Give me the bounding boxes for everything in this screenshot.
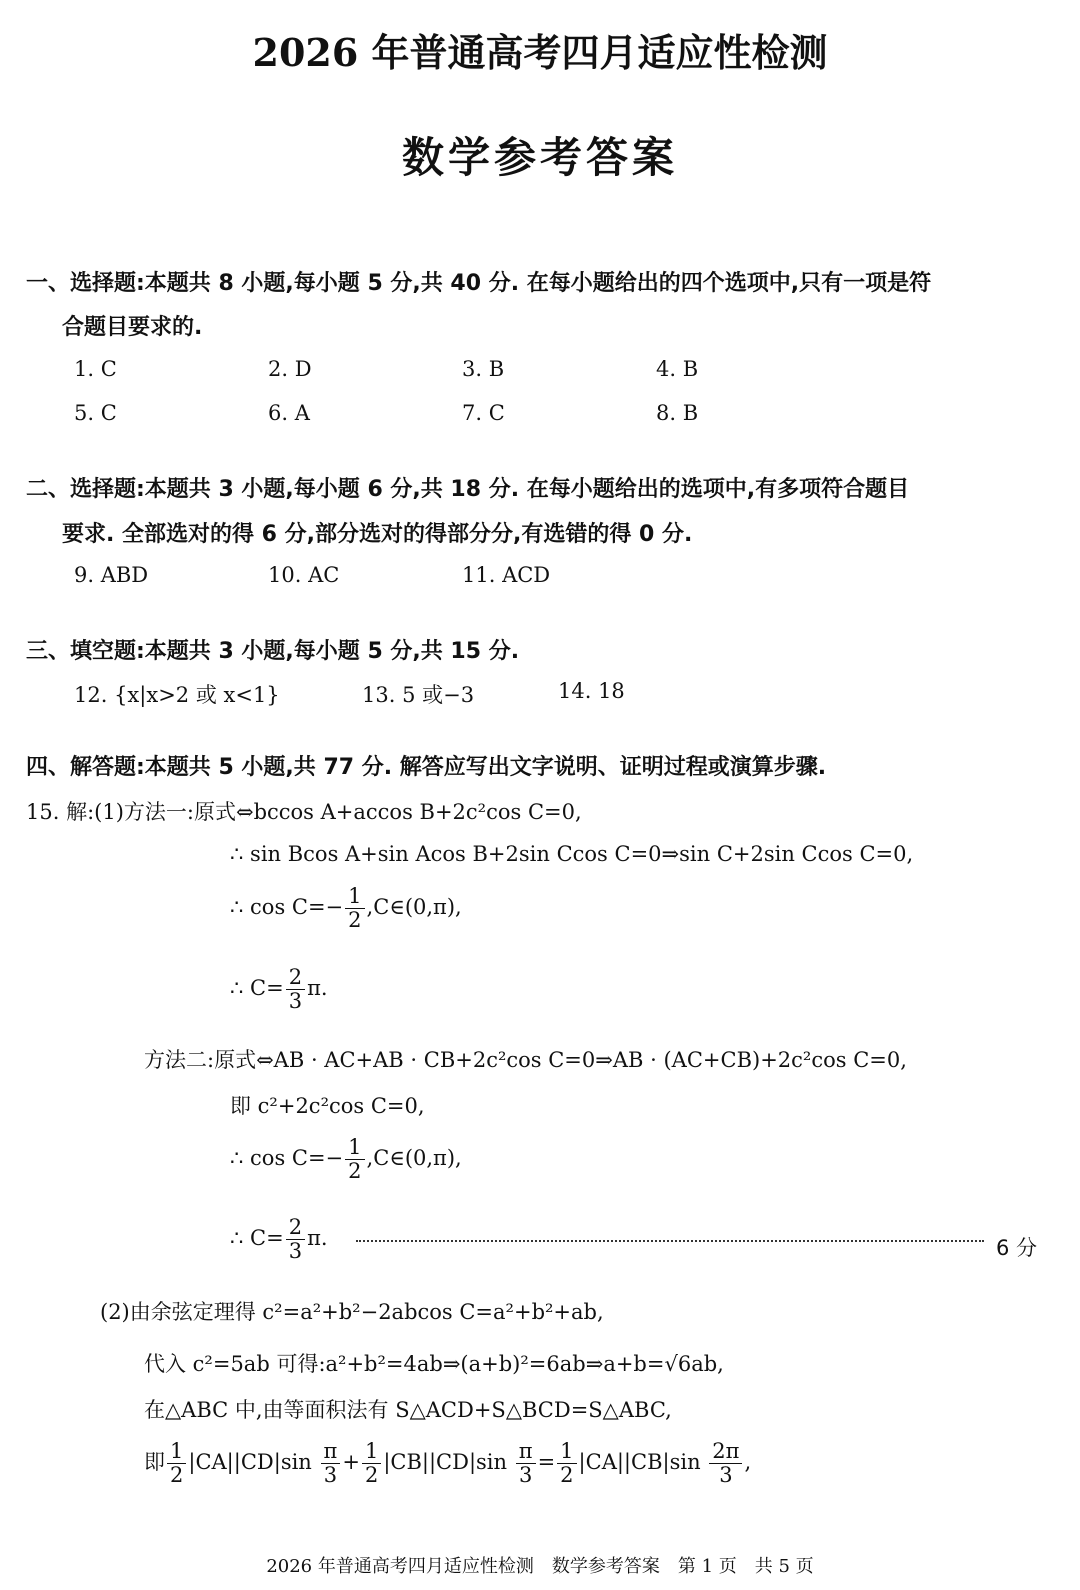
answer-7: 7. C bbox=[462, 401, 505, 425]
dotted-leader bbox=[356, 1240, 984, 1242]
q15-line-11: 在△ABC 中,由等面积法有 S△ACD+S△BCD=S△ABC, bbox=[144, 1398, 672, 1422]
page-title: 2026 年普通高考四月适应性检测 bbox=[252, 30, 828, 75]
score-6: 6 分 bbox=[996, 1236, 1038, 1260]
section2-heading: 二、选择题:本题共 3 小题,每小题 6 分,共 18 分. 在每小题给出的选项中,有多项符合题目 bbox=[26, 477, 910, 502]
answer-9: 9. ABD bbox=[74, 563, 149, 587]
q15-line-8: ∴ C= $\frac{2}{3}$ π. bbox=[230, 1215, 328, 1264]
page-footer: 2026 年普通高考四月适应性检测 数学参考答案 第 1 页 共 5 页 bbox=[266, 1556, 814, 1577]
section1-heading: 一、选择题:本题共 8 小题,每小题 5 分,共 40 分. 在每小题给出的四个选项中,只有一项是符 bbox=[26, 271, 932, 296]
page-subtitle: 数学参考答案 bbox=[401, 133, 678, 182]
q15-line-2: ∴ sin Bcos A+sin Acos B+2sin Ccos C=0⇒sin C+2sin Ccos C=0, bbox=[230, 842, 914, 866]
fraction: $\frac{2}{3}$ bbox=[286, 966, 305, 1013]
fraction: $\frac{1}{2}$ bbox=[167, 1440, 186, 1487]
section2-heading-cont: 要求. 全部选对的得 6 分,部分选对的得部分分,有选错的得 0 分. bbox=[62, 522, 693, 547]
answer-6: 6. A bbox=[268, 401, 310, 425]
fraction: $\frac{1}{2}$ bbox=[362, 1440, 381, 1487]
fraction: $\frac{1}{2}$ bbox=[345, 1136, 364, 1183]
answer-5: 5. C bbox=[74, 401, 117, 425]
answer-8: 8. B bbox=[656, 401, 699, 425]
section3-heading: 三、填空题:本题共 3 小题,每小题 5 分,共 15 分. bbox=[26, 639, 520, 664]
q15-line-12: 即 $\frac{1}{2}$ |CA||CD|sin $\frac{\pi}{3}$ + $\frac{1}{2}$ |CB||CD|sin $\frac{\pi}{3}$ = $\frac{1}{2}$ |CA||CB|sin $\frac{2\pi}{3}$ , bbox=[144, 1439, 752, 1488]
answer-13: 13. 5 或−3 bbox=[362, 683, 475, 707]
fraction: $\frac{1}{2}$ bbox=[345, 885, 364, 932]
answer-2: 2. D bbox=[268, 357, 312, 381]
answer-11: 11. ACD bbox=[462, 563, 551, 587]
section1-heading-cont: 合题目要求的. bbox=[62, 315, 203, 340]
section4-heading: 四、解答题:本题共 5 小题,共 77 分. 解答应写出文字说明、证明过程或演算步骤. bbox=[26, 755, 827, 780]
fraction: $\frac{\pi}{3}$ bbox=[321, 1440, 341, 1487]
q15-line-3: ∴ cos C=− $\frac{1}{2}$ ,C∈(0,π), bbox=[230, 884, 462, 933]
fraction: $\frac{2\pi}{3}$ bbox=[709, 1440, 742, 1487]
answer-4: 4. B bbox=[656, 357, 699, 381]
q15-line-5: 方法二:原式⇔AB · AC+AB · CB+2c²cos C=0⇒AB · (AC+CB)+2c²cos C=0, bbox=[144, 1048, 907, 1072]
q15-line-1: 15. 解:(1)方法一:原式⇔bccos A+accos B+2c²cos C=0, bbox=[26, 800, 582, 824]
fraction: $\frac{2}{3}$ bbox=[286, 1216, 305, 1263]
fraction: $\frac{1}{2}$ bbox=[557, 1440, 576, 1487]
q15-line-7: ∴ cos C=− $\frac{1}{2}$ ,C∈(0,π), bbox=[230, 1135, 462, 1184]
q15-line-10: 代入 c²=5ab 可得:a²+b²=4ab⇒(a+b)²=6ab⇒a+b=√6ab, bbox=[144, 1352, 724, 1376]
q15-line-4: ∴ C= $\frac{2}{3}$ π. bbox=[230, 965, 328, 1014]
q15-line-9: (2)由余弦定理得 c²=a²+b²−2abcos C=a²+b²+ab, bbox=[100, 1300, 604, 1324]
q15-line-6: 即 c²+2c²cos C=0, bbox=[230, 1094, 425, 1118]
answer-1: 1. C bbox=[74, 357, 117, 381]
answer-10: 10. AC bbox=[268, 563, 340, 587]
fraction: $\frac{\pi}{3}$ bbox=[516, 1440, 536, 1487]
answer-12: 12. {x|x>2 或 x<1} bbox=[74, 683, 280, 707]
answer-14: 14. 18 bbox=[558, 679, 625, 703]
answer-3: 3. B bbox=[462, 357, 505, 381]
